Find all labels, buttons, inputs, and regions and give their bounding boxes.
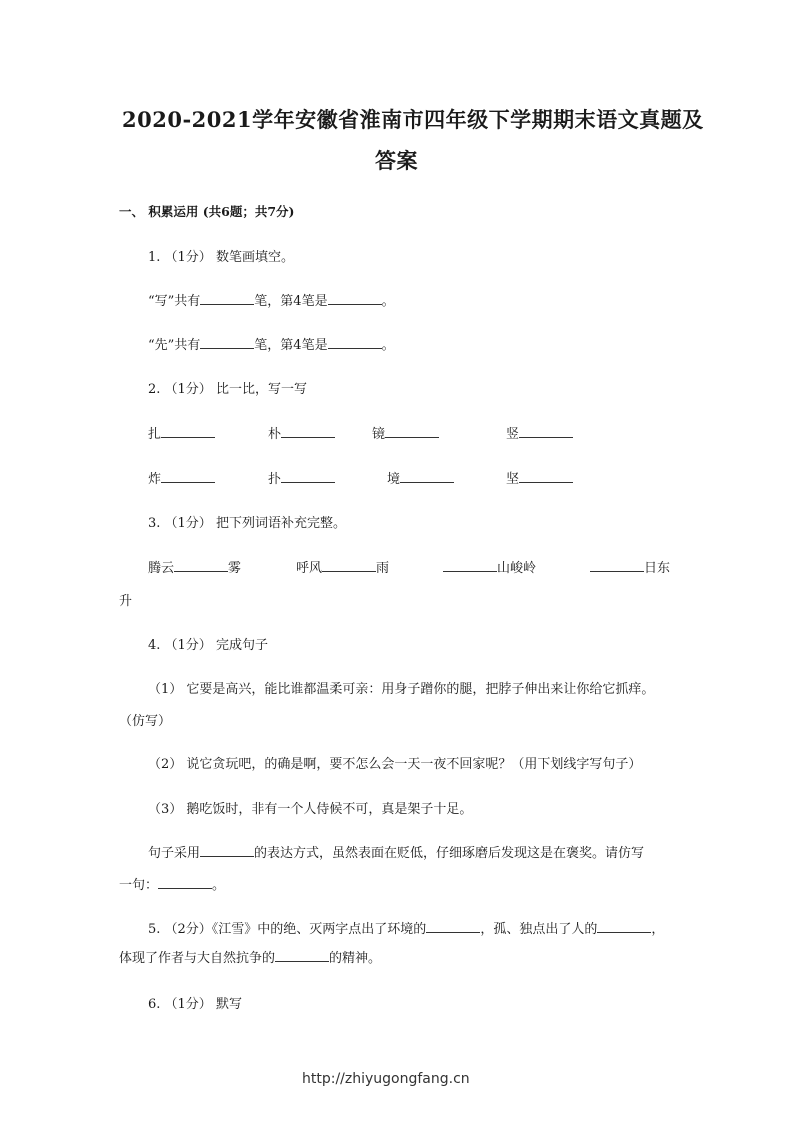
q4-s4-text1: 句子采用 (148, 846, 201, 861)
q2-item (387, 468, 454, 487)
q5-wrap-text1: 体现了作者与大自然抗争的 (119, 951, 276, 966)
question-4-stem: 4. （1分） 完成句子 (148, 638, 268, 653)
q5-wrap-text2: 的精神。 (329, 951, 382, 966)
q1-line-a-text1: “写”共有 (148, 294, 201, 309)
q2-char: 扎 (148, 427, 162, 442)
fill-blank[interactable] (174, 559, 228, 572)
question-6-stem: 6. （1分） 默写 (148, 997, 242, 1012)
q4-sentence-3: （3） 鹅吃饭时，非有一个人侍候不可，真是架子十足。 (148, 802, 473, 817)
fill-blank[interactable] (322, 559, 376, 572)
q2-char: 镜 (372, 427, 386, 442)
q2-item (268, 423, 335, 442)
q3-item (148, 557, 241, 576)
q4-sentence-1: （1） 它要是高兴，能比谁都温柔可亲：用身子蹭你的腿，把脖子伸出来让你给它抓痒。 (148, 682, 655, 697)
q4-sentence-4 (148, 842, 644, 861)
q3-item (443, 557, 536, 576)
q5-text3: ， (651, 922, 665, 937)
q3-text: 山峻岭 (497, 561, 537, 576)
fill-blank[interactable] (519, 470, 573, 483)
q4-s4-wrap-text: 一句： (119, 878, 159, 893)
q2-char: 坚 (506, 472, 520, 487)
fill-blank[interactable] (281, 425, 335, 438)
q2-item (268, 468, 335, 487)
q2-item (506, 423, 573, 442)
q3-wrap: 升 (119, 594, 133, 609)
q3-text: 雾 (228, 561, 242, 576)
question-2-stem: 2. （1分） 比一比，写一写 (148, 382, 307, 397)
q1-line-a-text3: 。 (381, 294, 395, 309)
q3-item (590, 557, 670, 576)
q2-char: 竖 (506, 427, 520, 442)
question-5 (148, 918, 664, 937)
q3-item (296, 557, 389, 576)
q2-char: 扑 (268, 472, 282, 487)
fill-blank[interactable] (426, 920, 480, 933)
fill-blank[interactable] (200, 336, 254, 349)
fill-blank[interactable] (443, 559, 497, 572)
fill-blank[interactable] (597, 920, 651, 933)
fill-blank[interactable] (161, 470, 215, 483)
q2-char: 境 (387, 472, 401, 487)
footer-url[interactable]: http://zhiyugongfang.cn (302, 1071, 470, 1087)
q1-line-a-text2: 笔，第4笔是 (254, 294, 328, 309)
fill-blank[interactable] (161, 425, 215, 438)
q3-text: 腾云 (148, 561, 175, 576)
fill-blank[interactable] (200, 844, 254, 857)
q5-text1: 5. （2分）《江雪》中的绝、灭两字点出了环境的 (148, 922, 427, 937)
fill-blank[interactable] (385, 425, 439, 438)
q2-item (506, 468, 573, 487)
document-title-line2: 答案 (375, 148, 418, 173)
q1-line-b-text1: “先”共有 (148, 338, 201, 353)
q4-sentence-1-wrap: （仿写） (119, 714, 172, 729)
q5-text2: ，孤、独点出了人的 (480, 922, 598, 937)
section-heading: 一、 积累运用 (共6题；共7分) (119, 204, 295, 219)
q3-text: 呼风 (296, 561, 323, 576)
q4-s4-end: 。 (212, 878, 226, 893)
question-1-line-a (148, 290, 395, 309)
q3-text: 雨 (376, 561, 390, 576)
fill-blank[interactable] (158, 876, 212, 889)
q3-text: 日东 (644, 561, 671, 576)
fill-blank[interactable] (275, 949, 329, 962)
question-3-stem: 3. （1分） 把下列词语补充完整。 (148, 516, 346, 531)
q1-line-b-text3: 。 (381, 338, 395, 353)
q1-line-b-text2: 笔，第4笔是 (254, 338, 328, 353)
fill-blank[interactable] (328, 336, 382, 349)
fill-blank[interactable] (590, 559, 644, 572)
document-title-line1: 2020-2021学年安徽省淮南市四年级下学期期末语文真题及 (122, 107, 704, 132)
q2-item (148, 468, 215, 487)
question-1-stem: 1. （1分） 数笔画填空。 (148, 250, 294, 265)
q2-item (148, 423, 215, 442)
q2-char: 朴 (268, 427, 282, 442)
q4-sentence-2: （2） 说它贪玩吧，的确是啊，要不怎么会一天一夜不回家呢？（用下划线字写句子） (148, 757, 642, 772)
fill-blank[interactable] (200, 292, 254, 305)
fill-blank[interactable] (400, 470, 454, 483)
question-5-wrap (119, 947, 381, 966)
q4-s4-text2: 的表达方式，虽然表面在贬低，仔细琢磨后发现这是在褒奖。请仿写 (254, 846, 645, 861)
fill-blank[interactable] (281, 470, 335, 483)
question-1-line-b (148, 334, 395, 353)
fill-blank[interactable] (328, 292, 382, 305)
q2-char: 炸 (148, 472, 162, 487)
q2-item (372, 423, 439, 442)
q4-sentence-4-wrap (119, 874, 225, 893)
fill-blank[interactable] (519, 425, 573, 438)
